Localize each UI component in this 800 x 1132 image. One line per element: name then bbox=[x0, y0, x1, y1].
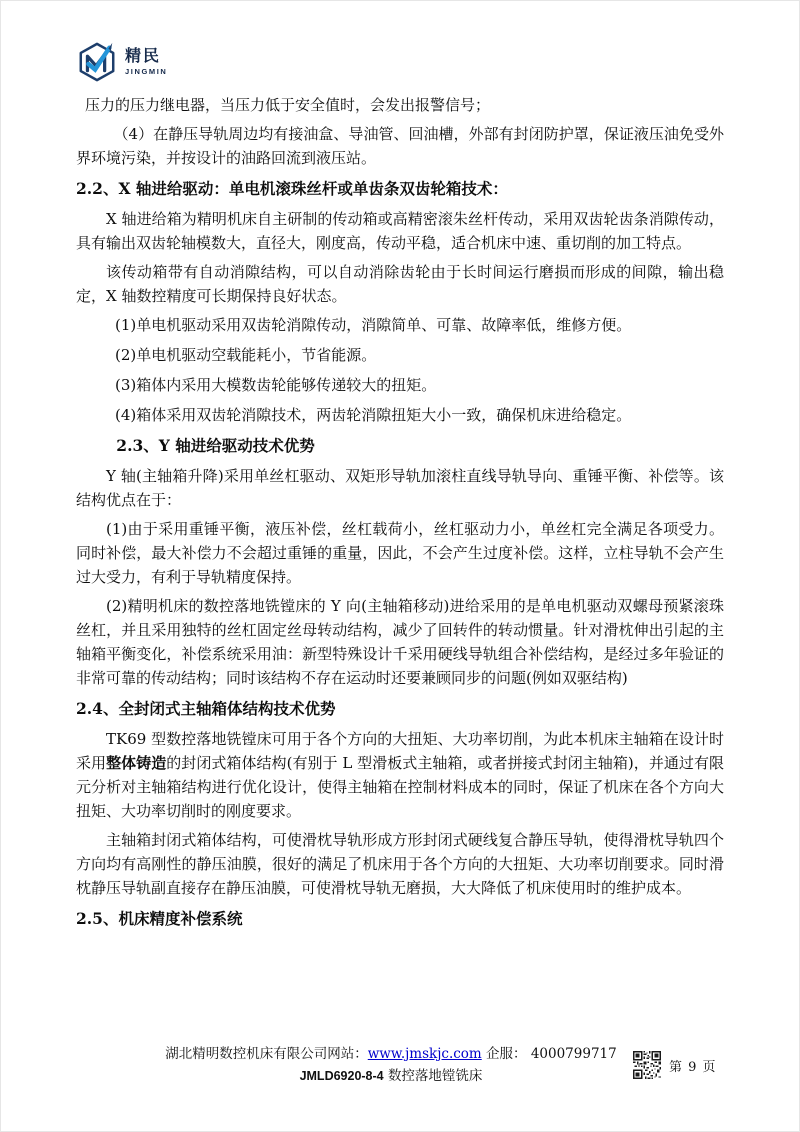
logo-text bbox=[125, 49, 167, 76]
heading-2-5: 2.5、机床精度补偿系统 bbox=[76, 909, 243, 928]
paragraph-hydrostatic-item4: （4）在静压导轨周边均有接油盒、导油管、回油槽，外部有封闭防护罩，保证液压油免受外界环境污染，并按设计的油路回流到液压站。 bbox=[76, 125, 724, 167]
document-content bbox=[76, 41, 724, 1011]
jingmin-logo-icon bbox=[76, 41, 118, 83]
paragraph-x-axis-anti-backlash: 该传动箱带有自动消隙结构，可以自动消除齿轮由于长时间运行磨损而形成的间隙，输出稳定，X 轴数控精度可长期保持良好状态。 bbox=[76, 263, 724, 305]
footer-service-label: 企服： bbox=[486, 1046, 527, 1062]
paragraph-spindle-hydrostatic: 主轴箱封闭式箱体结构，可使滑枕导轨形成方形封闭式硬线复合静压导轨，使得滑枕导轨四个方向均有高刚性的静压油膜，很好的满足了机床用于各个方向的大扭矩、大功率切削要求。同时滑枕静压导轨副直接存在静压油膜，可使滑枕导轨无磨损，大大降低了机床使用时的维护成本。 bbox=[76, 831, 724, 897]
qr-code-icon bbox=[633, 1051, 661, 1079]
footer-company-label: 湖北精明数控机床有限公司网站： bbox=[165, 1046, 368, 1062]
paragraph-y-axis-ballscrew: (2)精明机床的数控落地铣镗床的 Y 向(主轴箱移动)进给采用的是单电机驱动双螺母预紧滚珠丝杠，并且采用独特的丝杠固定丝母转动结构，减少了回转件的转动惯量。针对滑枕伸出引起的主轴箱平衡变化，补偿系统采用油：新型特殊设计千采用硬线导轨组合补偿结构，是经过多年验证的非常可靠的传动结构；同时该结构不存在运动时还要兼顾同步的问题(例如双驱结构) bbox=[76, 597, 724, 687]
company-logo bbox=[76, 41, 724, 83]
heading-2-3: 2.3、Y 轴进给驱动技术优势 bbox=[116, 436, 315, 455]
list-item-x-4: (4)箱体采用双齿轮消隙技术，两齿轮消隙扭矩大小一致，确保机床进给稳定。 bbox=[115, 406, 632, 424]
list-item-x-3: (3)箱体内采用大模数齿轮能够传递较大的扭矩。 bbox=[115, 376, 437, 394]
list-item-x-2: (2)单电机驱动空载能耗小，节省能源。 bbox=[115, 346, 377, 364]
logo-brand-cn: 精民 bbox=[125, 47, 162, 65]
footer-page-indicator bbox=[633, 1051, 717, 1079]
paragraph-spindle-box-casting bbox=[76, 727, 724, 823]
logo-brand-en: JINGMIN bbox=[125, 66, 168, 76]
footer-model-code: JMLD6920-8-4 bbox=[299, 1069, 384, 1083]
footer-line-model bbox=[131, 1065, 651, 1087]
footer-website-link[interactable]: www.jmskjc.com bbox=[367, 1046, 482, 1062]
spindle-text-after: 的封闭式箱体结构(有别于 L 型滑板式主轴箱，或者拼接式封闭主轴箱)，并通过有限元分析对主轴箱结构进行优化设计，使得主轴箱在控制材料成本的同时，保证了机床在各个方向大扭矩、大功率切削时的刚度要求。 bbox=[76, 754, 724, 820]
paragraph-x-axis-gearbox: X 轴进给箱为精明机床自主研制的传动箱或高精密滚朱丝杆传动，采用双齿轮齿条消隙传动，具有输出双齿轮轴模数大，直径大，刚度高，传动平稳，适合机床中速、重切削的加工特点。 bbox=[76, 210, 724, 252]
footer-service-phone: 4000799717 bbox=[530, 1046, 617, 1062]
spindle-text-before: TK69 型数控落地铣镗床可用于各个方向的大扭矩、大功率切削，为此本机床主轴箱在设计时采用 bbox=[76, 730, 724, 772]
footer-line-company bbox=[131, 1043, 651, 1065]
heading-2-4: 2.4、全封闭式主轴箱体结构技术优势 bbox=[76, 699, 336, 718]
paragraph-y-axis-counterweight: (1)由于采用重锤平衡，液压补偿，丝杠载荷小，丝杠驱动力小，单丝杠完全满足各项受力。同时补偿，最大补偿力不会超过重锤的重量，因此，不会产生过度补偿。这样，立柱导轨不会产生过大受力，有利于导轨精度保持。 bbox=[76, 520, 724, 586]
page-number: 第 9 页 bbox=[669, 1059, 717, 1075]
page-footer bbox=[1, 1043, 799, 1103]
paragraph-y-axis-intro: Y 轴(主轴箱升降)采用单丝杠驱动、双矩形导轨加滚柱直线导轨导向、重锤平衡、补偿等。该结构优点在于： bbox=[76, 467, 724, 509]
footer-text-block bbox=[131, 1043, 651, 1087]
list-item-x-1: (1)单电机驱动采用双齿轮消隙传动，消隙简单、可靠、故障率低，维修方便。 bbox=[115, 316, 632, 334]
heading-2-2: 2.2、X 轴进给驱动：单电机滚珠丝杆或单齿条双齿轮箱技术： bbox=[76, 179, 508, 198]
footer-model-name: 数控落地镗铣床 bbox=[387, 1068, 483, 1084]
paragraph-pressure-relay: 压力的压力继电器，当压力低于安全值时，会发出报警信号； bbox=[85, 96, 491, 114]
spindle-text-bold: 整体铸造 bbox=[106, 754, 167, 772]
